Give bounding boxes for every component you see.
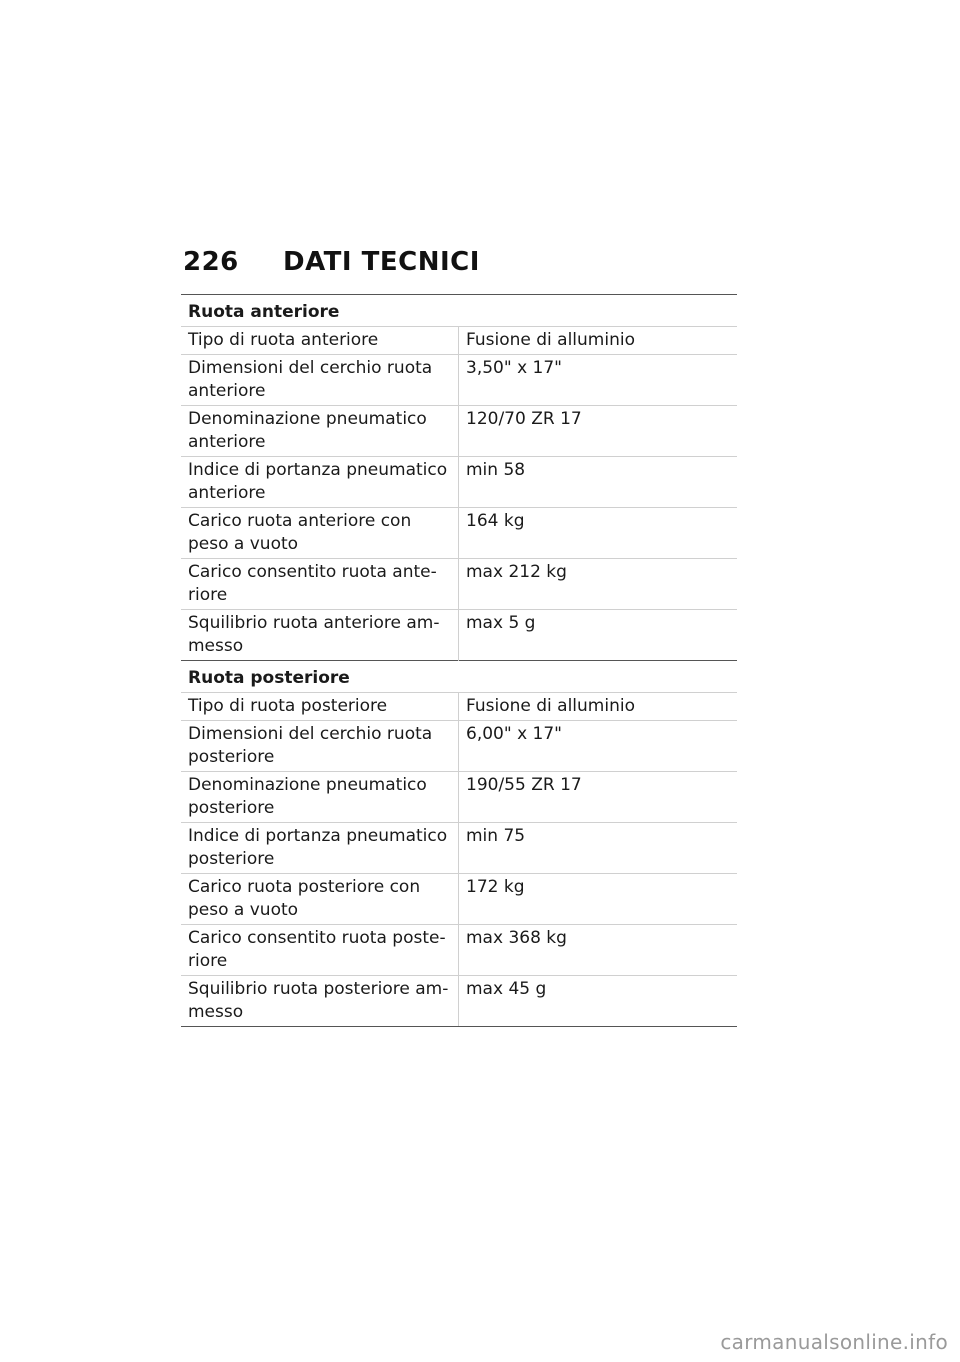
table-row xyxy=(181,610,737,661)
spec-label: Denominazione pneumatico posteriore xyxy=(181,772,459,823)
table-row xyxy=(181,721,737,772)
spec-value: Fusione di alluminio xyxy=(459,327,738,355)
section-title: DATI TECNICI xyxy=(283,247,480,277)
spec-value: 3,50" x 17" xyxy=(459,355,738,406)
spec-value: 120/70 ZR 17 xyxy=(459,406,738,457)
spec-label: Carico consentito ruota posteriore xyxy=(181,925,459,976)
group-title: Ruota posteriore xyxy=(181,661,737,693)
spec-value: 6,00" x 17" xyxy=(459,721,738,772)
spec-label: Indice di portanza pneumatico posteriore xyxy=(181,823,459,874)
table-row xyxy=(181,772,737,823)
spec-table xyxy=(181,294,737,1027)
table-row xyxy=(181,355,737,406)
table-row xyxy=(181,693,737,721)
table-row xyxy=(181,457,737,508)
spec-label: Dimensioni del cerchio ruota anteriore xyxy=(181,355,459,406)
spec-value: min 58 xyxy=(459,457,738,508)
spec-label: Squilibrio ruota anteriore ammesso xyxy=(181,610,459,661)
table-row xyxy=(181,327,737,355)
group-header-front-wheel xyxy=(181,295,737,327)
spec-value: max 45 g xyxy=(459,976,738,1027)
table-row xyxy=(181,559,737,610)
page-number: 226 xyxy=(183,247,239,277)
spec-label: Carico consentito ruota anteriore xyxy=(181,559,459,610)
spec-value: max 212 kg xyxy=(459,559,738,610)
spec-value: 190/55 ZR 17 xyxy=(459,772,738,823)
group-title: Ruota anteriore xyxy=(181,295,737,327)
table-row xyxy=(181,823,737,874)
footer-watermark: carmanualsonline.info xyxy=(720,1330,948,1354)
table-row xyxy=(181,976,737,1027)
spec-value: min 75 xyxy=(459,823,738,874)
spec-label: Denominazione pneumatico anteriore xyxy=(181,406,459,457)
spec-value: max 5 g xyxy=(459,610,738,661)
table-row xyxy=(181,406,737,457)
spec-label: Squilibrio ruota posteriore ammesso xyxy=(181,976,459,1027)
spec-value: max 368 kg xyxy=(459,925,738,976)
table-row xyxy=(181,925,737,976)
table-row xyxy=(181,874,737,925)
spec-label: Dimensioni del cerchio ruota posteriore xyxy=(181,721,459,772)
page-header xyxy=(183,244,480,280)
spec-label: Indice di portanza pneumatico anteriore xyxy=(181,457,459,508)
spec-label: Carico ruota posteriore con peso a vuoto xyxy=(181,874,459,925)
spec-label: Tipo di ruota anteriore xyxy=(181,327,459,355)
spec-value: 164 kg xyxy=(459,508,738,559)
spec-value: 172 kg xyxy=(459,874,738,925)
table-row xyxy=(181,508,737,559)
spec-label: Tipo di ruota posteriore xyxy=(181,693,459,721)
group-header-rear-wheel xyxy=(181,661,737,693)
spec-label: Carico ruota anteriore con peso a vuoto xyxy=(181,508,459,559)
spec-value: Fusione di alluminio xyxy=(459,693,738,721)
